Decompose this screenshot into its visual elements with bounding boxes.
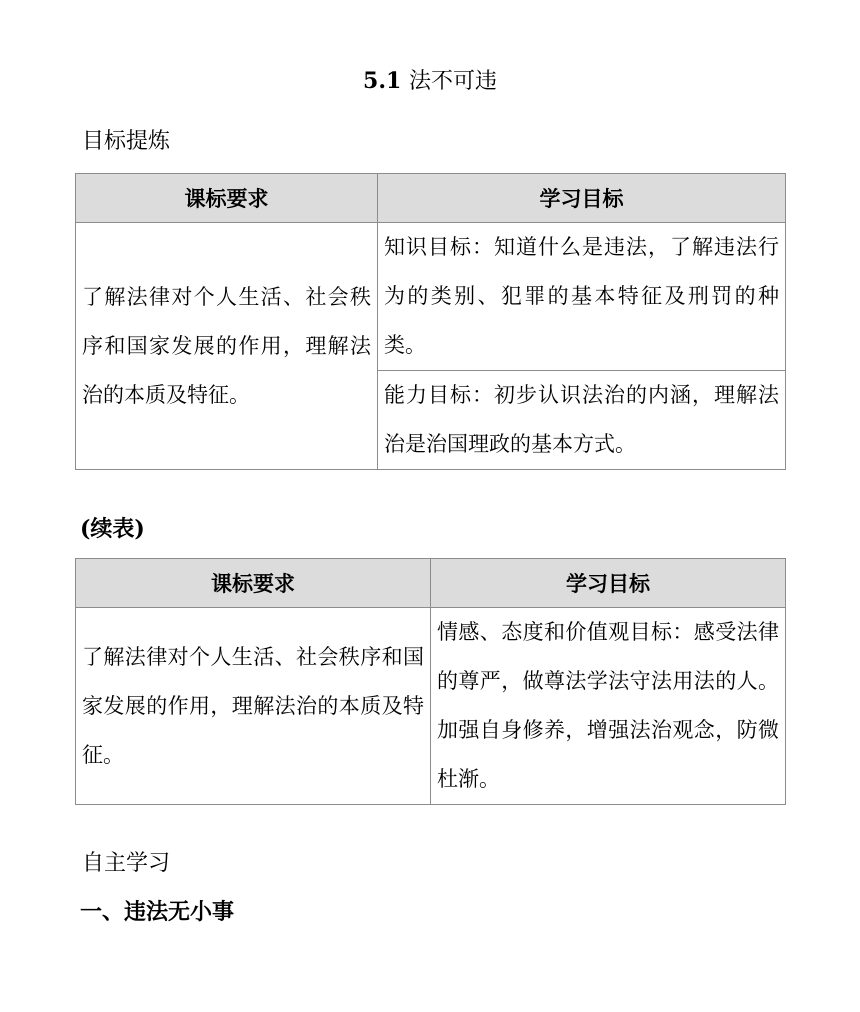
header-objective: 学习目标 — [431, 559, 786, 608]
header-requirement: 课标要求 — [76, 174, 378, 223]
table-row — [76, 223, 786, 371]
section-self-study-heading: 自主学习 — [82, 851, 171, 876]
page-title — [0, 64, 860, 95]
header-requirement: 课标要求 — [76, 559, 431, 608]
table-header-row — [76, 559, 786, 608]
heading-one: 一、违法无小事 — [80, 900, 235, 925]
ability-objective-cell: 能力目标：初步认识法治的内涵，理解法治是治国理政的基本方式。 — [378, 371, 786, 470]
title-text: 法不可违 — [408, 69, 497, 94]
knowledge-objective-cell: 知识目标：知道什么是违法，了解违法行为的类别、犯罪的基本特征及刑罚的种类。 — [378, 223, 786, 371]
requirement-cell: 了解法律对个人生活、社会秩序和国家发展的作用，理解法治的本质及特征。 — [76, 608, 431, 805]
continued-label: (续表) — [80, 516, 145, 542]
header-objective: 学习目标 — [378, 174, 786, 223]
goals-table — [75, 173, 786, 470]
table-row — [76, 608, 786, 805]
table-header-row — [76, 174, 786, 223]
goals-table-continued — [75, 558, 786, 805]
emotion-objective-cell: 情感、态度和价值观目标：感受法律的尊严，做尊法学法守法用法的人。加强自身修养，增强法治观念，防微杜渐。 — [431, 608, 786, 805]
requirement-cell: 了解法律对个人生活、社会秩序和国家发展的作用，理解法治的本质及特征。 — [76, 223, 378, 470]
title-number: 5.1 — [363, 68, 402, 94]
section-goals-heading: 目标提炼 — [82, 129, 171, 154]
